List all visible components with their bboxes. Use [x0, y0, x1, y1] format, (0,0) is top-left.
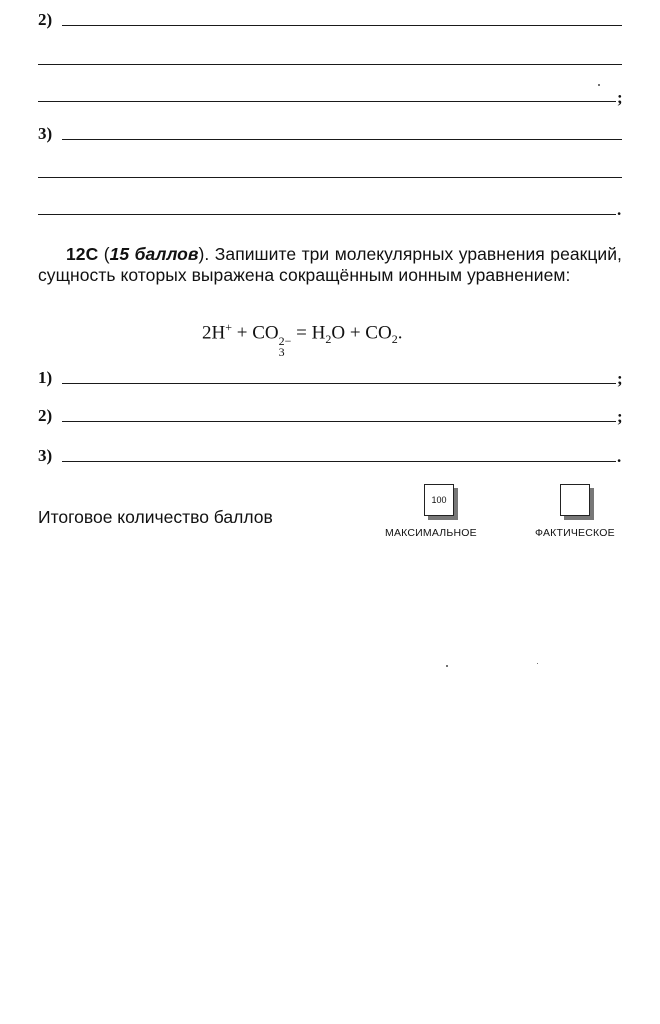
- answer-line-2c[interactable]: [38, 101, 616, 102]
- answer-end-1: ;: [617, 369, 623, 388]
- answer-number-2: 2): [38, 10, 53, 29]
- answer-number-2b: 2): [38, 406, 53, 425]
- answer-number-3: 3): [38, 124, 53, 143]
- task-instruction: Запишите три молекулярных уравнения реакций, сущность которых выражена сокращённым ионным уравнением:: [38, 244, 622, 285]
- max-score-caption: МАКСИМАЛЬНОЕ: [385, 527, 477, 539]
- answer-line-3b[interactable]: [38, 177, 622, 178]
- line-end-period: .: [617, 200, 622, 219]
- scan-speck: [598, 84, 600, 86]
- answer-line-2[interactable]: [62, 421, 616, 422]
- task-points: 15 баллов: [109, 244, 199, 264]
- actual-score-box[interactable]: [560, 484, 590, 516]
- answer-line-2b[interactable]: [38, 64, 622, 65]
- scan-speck: [446, 665, 448, 667]
- answer-number-3b: 3): [38, 446, 53, 465]
- line-end-semicolon: ;: [617, 88, 623, 107]
- answer-line-3c[interactable]: [38, 214, 616, 215]
- score-label: Итоговое количество баллов: [38, 507, 273, 527]
- answer-line-3[interactable]: [62, 461, 616, 462]
- max-score-value: 100: [431, 495, 447, 505]
- answer-line-3a[interactable]: [62, 139, 622, 140]
- task-12c-text: [38, 244, 622, 286]
- points-open: (: [98, 244, 110, 264]
- answer-line-2a[interactable]: [62, 25, 622, 26]
- actual-score-caption: ФАКТИЧЕСКОЕ: [535, 527, 615, 539]
- answer-end-3: .: [617, 447, 622, 466]
- scan-speck: [537, 663, 538, 664]
- task-label: 12С: [66, 244, 99, 264]
- points-close: ).: [198, 244, 210, 264]
- answer-end-2: ;: [617, 407, 623, 426]
- ionic-equation: 2H+ + CO 2− 3 = $H_2O + CO_2$.: [202, 320, 403, 360]
- answer-line-1[interactable]: [62, 383, 616, 384]
- max-score-box: [424, 484, 454, 516]
- answer-number-1: 1): [38, 368, 53, 387]
